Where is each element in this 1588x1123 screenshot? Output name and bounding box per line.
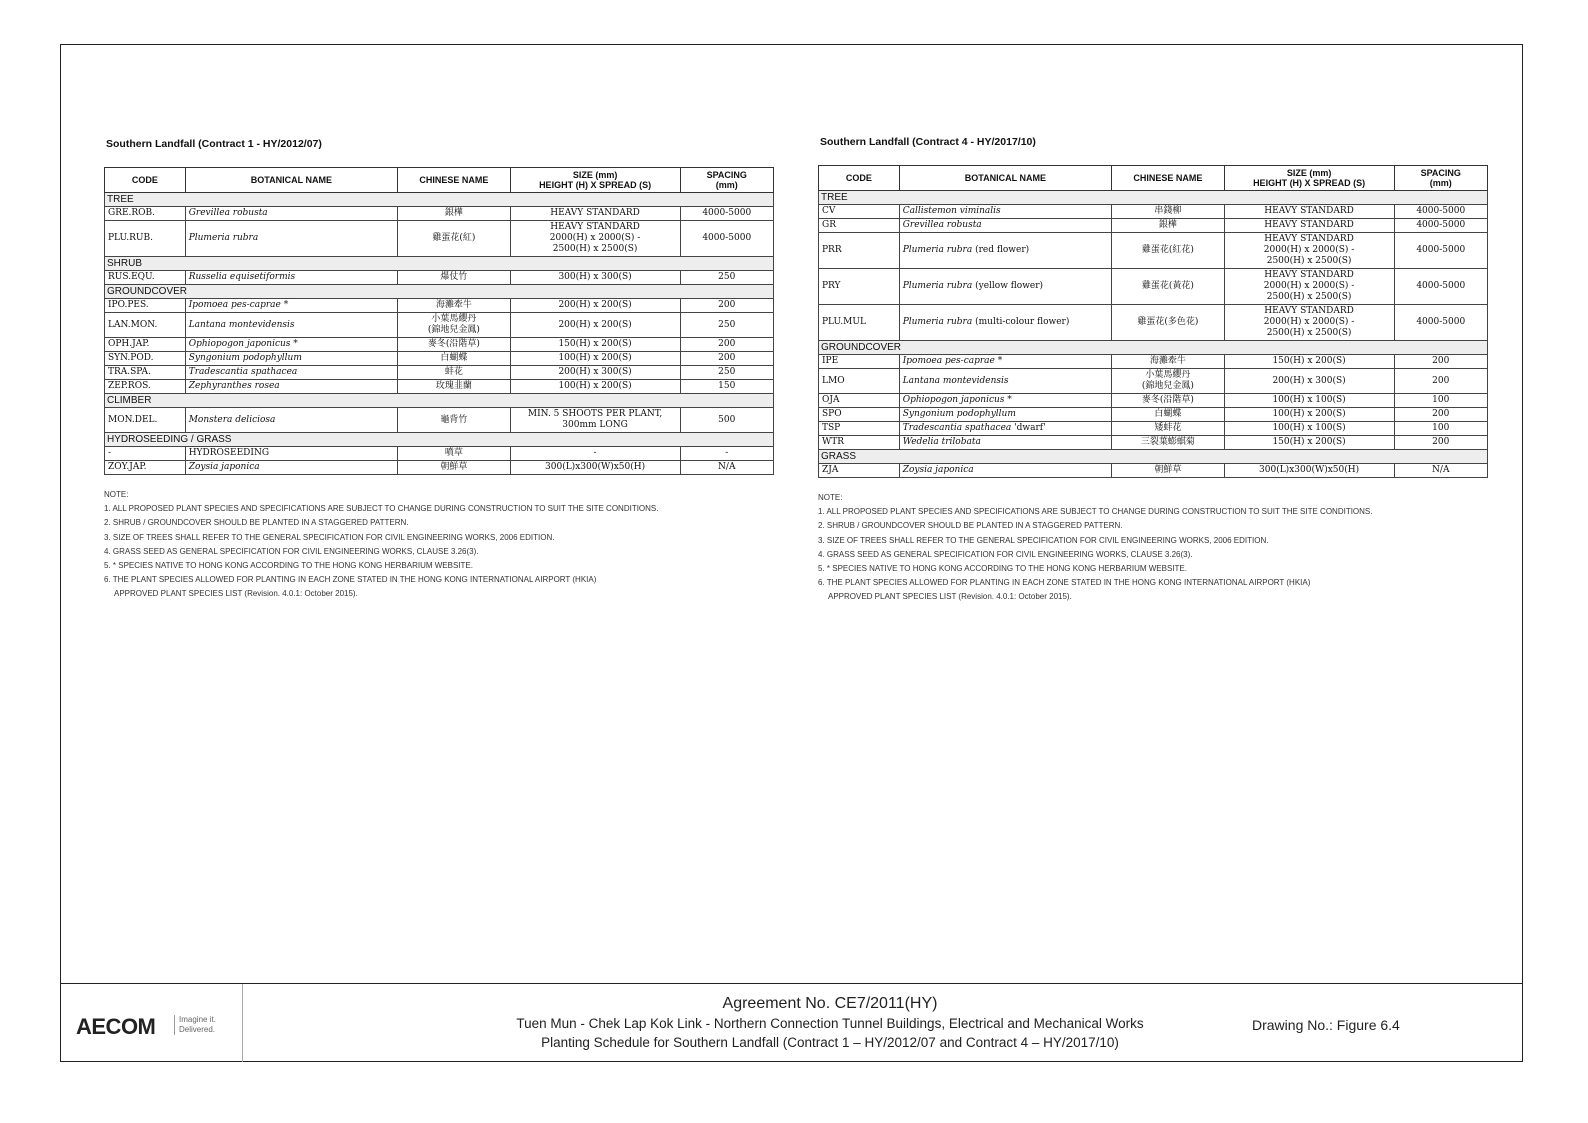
code-cell: IPE	[819, 355, 900, 369]
chinese-name-cell: 海灘牽牛	[1112, 355, 1225, 369]
botanical-cell	[185, 207, 397, 221]
chinese-name-cell: 雞蛋花(多色花)	[1112, 305, 1225, 341]
code-cell: TRA.SPA.	[105, 366, 186, 380]
note-line: 4. GRASS SEED AS GENERAL SPECIFICATION FOR CIVIL ENGINEERING WORKS, CLAUSE 3.26(3).	[104, 546, 479, 556]
group-row	[105, 285, 774, 299]
spacing-cell: 250	[680, 313, 773, 338]
size-cell	[510, 207, 680, 221]
botanical-cell	[185, 313, 397, 338]
chinese-name-cell: 朝鮮草	[398, 461, 511, 475]
chinese-name-cell: 龜背竹	[398, 408, 511, 433]
table-row	[105, 299, 774, 313]
group-name: SHRUB	[105, 257, 774, 271]
column-header-text: BOTANICAL NAME	[250, 175, 332, 185]
size-line: 200(H) x 300(S)	[1272, 375, 1346, 386]
code-cell: WTR	[819, 436, 900, 450]
size-line: HEAVY STANDARD	[1264, 234, 1354, 244]
chinese-name-cell: 朝鮮草	[1112, 464, 1225, 478]
spacing-cell: 4000-5000	[1394, 305, 1487, 341]
table-row	[105, 338, 774, 352]
code-cell: -	[105, 447, 186, 461]
size-line: 100(H) x 200(S)	[1272, 409, 1346, 419]
size-cell	[510, 338, 680, 352]
size-cell	[1224, 369, 1394, 394]
table-row	[105, 221, 774, 257]
botanical-name: Grevillea robusta	[902, 220, 982, 230]
group-name: GRASS	[819, 450, 1488, 464]
column-header	[510, 168, 680, 193]
column-header	[1394, 166, 1487, 191]
header-row	[819, 166, 1488, 191]
chinese-name-cell: 小葉馬纓丹 (錦地兒金鳳)	[1112, 369, 1225, 394]
botanical-name: Tradescantia spathacea	[902, 423, 1012, 433]
size-cell	[1224, 408, 1394, 422]
code-cell: LMO	[819, 369, 900, 394]
notes-right	[818, 491, 1488, 605]
size-cell	[510, 366, 680, 380]
size-cell	[1224, 205, 1394, 219]
project-name: Tuen Mun - Chek Lap Kok Link - Northern Connection Tunnel Buildings, Electrical and Mechanical Works	[516, 1016, 1144, 1031]
note-line: 1. ALL PROPOSED PLANT SPECIES AND SPECIFICATIONS ARE SUBJECT TO CHANGE DURING CONSTRUCTION TO SUIT THE SITE CONDITIONS.	[818, 507, 1373, 517]
spacing-cell: 4000-5000	[680, 207, 773, 221]
title-block	[60, 983, 1523, 1062]
size-line: MIN. 5 SHOOTS PER PLANT,	[527, 409, 663, 419]
code-cell: SYN.POD.	[105, 352, 186, 366]
botanical-cell	[185, 221, 397, 257]
group-row	[819, 191, 1488, 205]
size-line: HEAVY STANDARD	[1264, 306, 1354, 316]
aecom-logo: AECOM	[76, 1014, 156, 1039]
botanical-cell	[185, 447, 397, 461]
table-row	[819, 233, 1488, 269]
group-row	[105, 193, 774, 207]
botanical-cell	[899, 369, 1111, 394]
size-cell	[1224, 422, 1394, 436]
chinese-name-cell: 蚌花	[398, 366, 511, 380]
spacing-cell: 200	[1394, 408, 1487, 422]
botanical-name: Tradescantia spathacea	[188, 367, 298, 377]
group-name: HYDROSEEDING / GRASS	[105, 433, 774, 447]
column-header-text: SPACING	[1420, 168, 1461, 178]
column-header	[105, 168, 186, 193]
size-line: 2000(H) x 2000(S) -	[549, 233, 641, 243]
column-header-text: CHINESE NAME	[1133, 173, 1203, 183]
botanical-cell	[899, 205, 1111, 219]
botanical-cell	[899, 355, 1111, 369]
size-cell	[510, 313, 680, 338]
table-row	[105, 447, 774, 461]
chinese-name-cell: 銀樺	[398, 207, 511, 221]
column-header	[899, 166, 1111, 191]
group-name: CLIMBER	[105, 394, 774, 408]
spacing-cell: 250	[680, 366, 773, 380]
botanical-name: Syngonium podophyllum	[902, 409, 1016, 419]
table-row	[105, 313, 774, 338]
chinese-name-cell: 銀樺	[1112, 219, 1225, 233]
size-line: HEAVY STANDARD	[1264, 206, 1354, 216]
botanical-name: Plumeria rubra	[902, 281, 973, 291]
chinese-name-cell: 三裂葉蟛蜞菊	[1112, 436, 1225, 450]
size-line: 200(H) x 200(S)	[558, 300, 632, 310]
spacing-cell: 250	[680, 271, 773, 285]
code-cell: CV	[819, 205, 900, 219]
botanical-name: Zoysia japonica	[188, 462, 260, 472]
botanical-name: Wedelia trilobata	[902, 437, 981, 447]
code-cell: IPO.PES.	[105, 299, 186, 313]
note-line: 4. GRASS SEED AS GENERAL SPECIFICATION FOR CIVIL ENGINEERING WORKS, CLAUSE 3.26(3).	[818, 549, 1193, 559]
botanical-cell	[899, 305, 1111, 341]
botanical-name: Syngonium podophyllum	[188, 353, 302, 363]
size-line: HEAVY STANDARD	[550, 208, 640, 218]
size-cell	[510, 352, 680, 366]
schedule-contract-1	[104, 138, 774, 602]
botanical-note: (yellow flower)	[975, 281, 1044, 291]
size-line: 2500(H) x 2500(S)	[1266, 328, 1352, 338]
botanical-cell	[899, 219, 1111, 233]
spacing-cell: N/A	[1394, 464, 1487, 478]
table-row	[819, 205, 1488, 219]
spacing-cell: 200	[680, 299, 773, 313]
spacing-cell: -	[680, 447, 773, 461]
size-cell	[1224, 233, 1394, 269]
title-block-text	[360, 994, 1300, 1052]
size-line: 200(H) x 300(S)	[558, 367, 632, 377]
column-header	[680, 168, 773, 193]
size-line: 300(L)x300(W)x50(H)	[1259, 465, 1360, 475]
note-line: 3. SIZE OF TREES SHALL REFER TO THE GENERAL SPECIFICATION FOR CIVIL ENGINEERING WORKS, 2006 EDITION.	[818, 535, 1269, 545]
spacing-cell: 4000-5000	[1394, 233, 1487, 269]
chinese-name-cell: 噴草	[398, 447, 511, 461]
table-row	[819, 464, 1488, 478]
note-line: NOTE:	[104, 490, 129, 499]
size-line: -	[593, 448, 597, 458]
code-cell: PLU.MUL	[819, 305, 900, 341]
note-line: 2. SHRUB / GROUNDCOVER SHOULD BE PLANTED IN A STAGGERED PATTERN.	[104, 518, 409, 528]
table-row	[105, 207, 774, 221]
code-cell: TSP	[819, 422, 900, 436]
size-line: HEAVY STANDARD	[550, 222, 640, 232]
botanical-cell	[899, 269, 1111, 305]
planting-table-right	[818, 165, 1488, 478]
table-row	[105, 352, 774, 366]
section-title: Southern Landfall (Contract 1 - HY/2012/07)	[106, 138, 322, 150]
size-line: HEAVY STANDARD	[1264, 270, 1354, 280]
size-line: 2000(H) x 2000(S) -	[1263, 281, 1355, 291]
code-cell: OJA	[819, 394, 900, 408]
size-cell	[510, 461, 680, 475]
note-line: 5. * SPECIES NATIVE TO HONG KONG ACCORDING TO THE HONG KONG HERBARIUM WEBSITE.	[818, 564, 1187, 574]
column-header-text: HEIGHT (H) X SPREAD (S)	[1253, 178, 1366, 188]
size-line: 100(H) x 200(S)	[558, 381, 632, 391]
botanical-name: Ipomoea pes-caprae *	[188, 300, 289, 310]
note-line: 1. ALL PROPOSED PLANT SPECIES AND SPECIFICATIONS ARE SUBJECT TO CHANGE DURING CONSTRUCTION TO SUIT THE SITE CONDITIONS.	[104, 504, 659, 514]
tagline-line-1: Imagine it.	[179, 1015, 216, 1024]
planting-table-left	[104, 167, 774, 475]
size-cell	[1224, 269, 1394, 305]
botanical-cell	[185, 380, 397, 394]
size-cell	[1224, 305, 1394, 341]
size-line: 2500(H) x 2500(S)	[1266, 292, 1352, 302]
size-line: 150(H) x 200(S)	[1272, 437, 1346, 447]
note-line: NOTE:	[818, 493, 843, 502]
botanical-cell	[899, 233, 1111, 269]
code-cell: PLU.RUB.	[105, 221, 186, 257]
size-line: 100(H) x 100(S)	[1272, 395, 1346, 405]
logo-tagline	[174, 1015, 216, 1035]
botanical-cell	[899, 464, 1111, 478]
size-line: 100(H) x 100(S)	[1272, 423, 1346, 433]
botanical-name: Ophiopogon japonicus *	[188, 339, 298, 349]
column-header-text: SIZE (mm)	[572, 170, 618, 180]
column-header	[398, 168, 511, 193]
botanical-name: Monstera deliciosa	[188, 414, 276, 425]
note-line: APPROVED PLANT SPECIES LIST (Revision. 4.0.1: October 2015).	[114, 589, 358, 599]
botanical-name: Russelia equisetiformis	[188, 272, 296, 282]
botanical-name: Lantana montevidensis	[188, 319, 295, 330]
column-header	[1224, 166, 1394, 191]
table-row	[819, 436, 1488, 450]
column-header-text: CODE	[131, 175, 158, 185]
size-cell	[1224, 219, 1394, 233]
group-row	[819, 450, 1488, 464]
table-row	[819, 394, 1488, 408]
column-header-text: CHINESE NAME	[419, 175, 489, 185]
notes-left	[104, 488, 774, 602]
code-cell: PRR	[819, 233, 900, 269]
botanical-cell	[899, 436, 1111, 450]
code-cell: SPO	[819, 408, 900, 422]
botanical-cell	[899, 408, 1111, 422]
size-line: 300(L)x300(W)x50(H)	[545, 462, 646, 472]
chinese-name-cell: 白蝴蝶	[1112, 408, 1225, 422]
botanical-name: Zephyranthes rosea	[188, 381, 280, 391]
group-name: TREE	[105, 193, 774, 207]
spacing-cell: 200	[1394, 355, 1487, 369]
group-name: TREE	[819, 191, 1488, 205]
size-line: 2000(H) x 2000(S) -	[1263, 317, 1355, 327]
botanical-name: HYDROSEEDING	[188, 448, 270, 458]
column-header	[185, 168, 397, 193]
group-row	[105, 394, 774, 408]
column-header	[1112, 166, 1225, 191]
table-row	[819, 422, 1488, 436]
table-row	[819, 355, 1488, 369]
chinese-name-cell: 雞蛋花(紅花)	[1112, 233, 1225, 269]
botanical-cell	[185, 366, 397, 380]
spacing-cell: 4000-5000	[1394, 205, 1487, 219]
spacing-cell: 200	[1394, 436, 1487, 450]
column-header	[819, 166, 900, 191]
drawing-number: Drawing No.: Figure 6.4	[1252, 1017, 1400, 1033]
column-header-text: BOTANICAL NAME	[964, 173, 1046, 183]
size-line: HEAVY STANDARD	[1264, 220, 1354, 230]
note-line: 3. SIZE OF TREES SHALL REFER TO THE GENERAL SPECIFICATION FOR CIVIL ENGINEERING WORKS, 2006 EDITION.	[104, 532, 555, 542]
size-cell	[510, 447, 680, 461]
chinese-name-cell: 矮蚌花	[1112, 422, 1225, 436]
spacing-cell: 100	[1394, 394, 1487, 408]
spacing-cell: 4000-5000	[1394, 269, 1487, 305]
section-title: Southern Landfall (Contract 4 - HY/2017/10)	[820, 136, 1036, 148]
header-row	[105, 168, 774, 193]
chinese-name-cell: 麥冬(沿階草)	[398, 338, 511, 352]
agreement-number: Agreement No. CE7/2011(HY)	[722, 995, 938, 1012]
botanical-cell	[185, 299, 397, 313]
note-line: 6. THE PLANT SPECIES ALLOWED FOR PLANTING IN EACH ZONE STATED IN THE HONG KONG INTERNATIONAL AIRPORT (HKIA)	[104, 575, 597, 585]
code-cell: ZJA	[819, 464, 900, 478]
column-header-text: CODE	[845, 173, 872, 183]
column-header-text: HEIGHT (H) X SPREAD (S)	[539, 180, 652, 190]
spacing-cell: 200	[680, 338, 773, 352]
code-cell: PRY	[819, 269, 900, 305]
note-line: 5. * SPECIES NATIVE TO HONG KONG ACCORDING TO THE HONG KONG HERBARIUM WEBSITE.	[104, 561, 473, 571]
group-name: GROUNDCOVER	[819, 341, 1488, 355]
botanical-name: Zoysia japonica	[902, 465, 974, 475]
botanical-note: 'dwarf'	[1014, 423, 1046, 433]
table-row	[105, 366, 774, 380]
botanical-note: (red flower)	[975, 245, 1030, 255]
group-row	[105, 257, 774, 271]
code-cell: OPH.JAP.	[105, 338, 186, 352]
spacing-cell: 150	[680, 380, 773, 394]
size-cell	[1224, 355, 1394, 369]
size-line: 150(H) x 200(S)	[1272, 356, 1346, 366]
schedule-contract-4	[818, 136, 1488, 605]
spacing-cell: 100	[1394, 422, 1487, 436]
botanical-cell	[185, 352, 397, 366]
table-row	[819, 408, 1488, 422]
chinese-name-cell: 小葉馬纓丹 (錦地兒金鳳)	[398, 313, 511, 338]
botanical-name: Ipomoea pes-caprae *	[902, 356, 1003, 366]
botanical-cell	[185, 338, 397, 352]
botanical-cell	[899, 422, 1111, 436]
code-cell: RUS.EQU.	[105, 271, 186, 285]
code-cell: GRE.ROB.	[105, 207, 186, 221]
botanical-name: Lantana montevidensis	[902, 375, 1009, 386]
botanical-name: Grevillea robusta	[188, 208, 268, 218]
chinese-name-cell: 爆仗竹	[398, 271, 511, 285]
table-row	[105, 461, 774, 475]
botanical-cell	[185, 408, 397, 433]
botanical-name: Ophiopogon japonicus *	[902, 395, 1012, 405]
spacing-cell: 500	[680, 408, 773, 433]
size-line: 300(H) x 300(S)	[558, 272, 632, 282]
code-cell: ZOY.JAP.	[105, 461, 186, 475]
table-row	[819, 305, 1488, 341]
size-line: 2000(H) x 2000(S) -	[1263, 245, 1355, 255]
table-row	[819, 269, 1488, 305]
table-row	[819, 219, 1488, 233]
chinese-name-cell: 麥冬(沿階草)	[1112, 394, 1225, 408]
botanical-name: Plumeria rubra	[902, 245, 973, 255]
table-row	[105, 380, 774, 394]
chinese-name-cell: 海灘牽牛	[398, 299, 511, 313]
chinese-name-cell: 雞蛋花(紅)	[398, 221, 511, 257]
size-line: 150(H) x 200(S)	[558, 339, 632, 349]
spacing-cell: 200	[680, 352, 773, 366]
size-cell	[1224, 436, 1394, 450]
code-cell: MON.DEL.	[105, 408, 186, 433]
botanical-name: Plumeria rubra	[188, 233, 259, 243]
size-line: 2500(H) x 2500(S)	[552, 244, 638, 254]
size-cell	[510, 380, 680, 394]
code-cell: ZEP.ROS.	[105, 380, 186, 394]
group-row	[819, 341, 1488, 355]
botanical-cell	[185, 461, 397, 475]
code-cell: GR	[819, 219, 900, 233]
botanical-note: (multi-colour flower)	[975, 317, 1070, 327]
note-line: APPROVED PLANT SPECIES LIST (Revision. 4.0.1: October 2015).	[828, 592, 1072, 602]
size-cell	[510, 221, 680, 257]
botanical-cell	[899, 394, 1111, 408]
chinese-name-cell: 串錢柳	[1112, 205, 1225, 219]
botanical-cell	[185, 271, 397, 285]
size-line: 300mm LONG	[562, 420, 628, 430]
spacing-cell: 4000-5000	[1394, 219, 1487, 233]
chinese-name-cell: 玫瑰韭蘭	[398, 380, 511, 394]
table-row	[105, 271, 774, 285]
size-line: 100(H) x 200(S)	[558, 353, 632, 363]
chinese-name-cell: 白蝴蝶	[398, 352, 511, 366]
chinese-name-cell: 雞蛋花(黃花)	[1112, 269, 1225, 305]
size-cell	[1224, 394, 1394, 408]
botanical-name: Plumeria rubra	[902, 317, 973, 327]
size-cell	[1224, 464, 1394, 478]
group-row	[105, 433, 774, 447]
tagline-line-2: Delivered.	[179, 1025, 216, 1034]
column-header-text: SIZE (mm)	[1286, 168, 1332, 178]
table-row	[819, 369, 1488, 394]
botanical-name: Callistemon viminalis	[902, 206, 1001, 216]
column-header-text: SPACING	[706, 170, 747, 180]
size-line: 200(H) x 200(S)	[558, 319, 632, 330]
spacing-cell: 200	[1394, 369, 1487, 394]
table-row	[105, 408, 774, 433]
size-cell	[510, 271, 680, 285]
column-header-text: (mm)	[1429, 178, 1452, 188]
size-cell	[510, 408, 680, 433]
group-name: GROUNDCOVER	[105, 285, 774, 299]
code-cell: LAN.MON.	[105, 313, 186, 338]
spacing-cell: N/A	[680, 461, 773, 475]
logo-cell	[60, 984, 243, 1062]
note-line: 2. SHRUB / GROUNDCOVER SHOULD BE PLANTED IN A STAGGERED PATTERN.	[818, 521, 1123, 531]
drawing-subtitle: Planting Schedule for Southern Landfall (Contract 1 – HY/2012/07 and Contract 4 – HY/2017/10)	[541, 1035, 1119, 1050]
size-cell	[510, 299, 680, 313]
column-header-text: (mm)	[715, 180, 738, 190]
note-line: 6. THE PLANT SPECIES ALLOWED FOR PLANTING IN EACH ZONE STATED IN THE HONG KONG INTERNATIONAL AIRPORT (HKIA)	[818, 578, 1311, 588]
spacing-cell: 4000-5000	[680, 221, 773, 257]
size-line: 2500(H) x 2500(S)	[1266, 256, 1352, 266]
